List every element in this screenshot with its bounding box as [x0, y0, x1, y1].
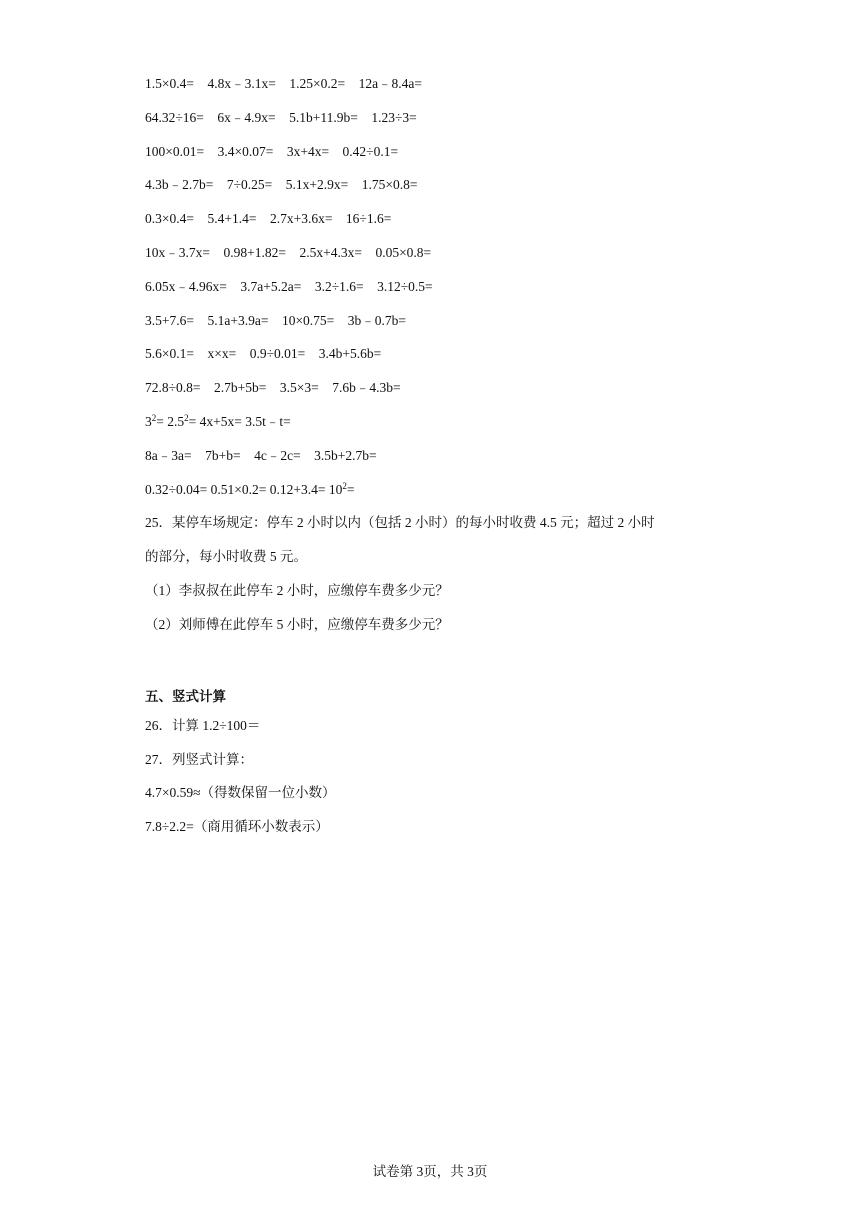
calc-row-3: 100×0.01= 3.4×0.07= 3x+4x= 0.42÷0.1= — [145, 144, 399, 159]
calc-row-13: $0.32\div 0.04= 0.51\times 0.2= 0.12+3.4= 10^2=$ — [145, 481, 355, 497]
page-footer: 试卷第 3页，共 3页 — [372, 1164, 488, 1179]
calc-row-12: 8a﹣3a= 7b+b= 4c﹣2c= 3.5b+2.7b= — [145, 448, 377, 463]
calc-row-7: 6.05x﹣4.96x= 3.7a+5.2a= 3.2÷1.6= 3.12÷0.5= — [145, 279, 433, 294]
calc-row-8: 3.5+7.6= 5.1a+3.9a= 10×0.75= 3b﹣0.7b= — [145, 313, 407, 328]
calc-row-2: 64.32÷16= 6x﹣4.9x= 5.1b+11.9b= 1.23÷3= — [145, 110, 417, 125]
section-heading: 五、竖式计算 — [145, 689, 226, 704]
question-25-line1: 25．某停车场规定：停车 2 小时以内（包括 2 小时）的每小时收费 4.5 元；超过 2 小时 — [145, 515, 655, 530]
question-27-item2: 7.8÷2.2=（商用循环小数表示） — [145, 819, 329, 834]
calc-row-11: $3^2= 2.5^2= 4x+5x=$ 3.5t﹣t= — [145, 413, 291, 429]
calc-row-6: 10x﹣3.7x= 0.98+1.82= 2.5x+4.3x= 0.05×0.8= — [145, 245, 432, 260]
calc-row-10: 72.8÷0.8= 2.7b+5b= 3.5×3= 7.6b﹣4.3b= — [145, 380, 401, 395]
question-27: 27．列竖式计算： — [145, 752, 253, 767]
question-26: 26．计算 1.2÷100＝ — [145, 718, 261, 733]
calc-row-5: 0.3×0.4= 5.4+1.4= 2.7x+3.6x= 16÷1.6= — [145, 211, 392, 226]
calc-row-1: 1.5×0.4= 4.8x﹣3.1x= 1.25×0.2= 12a﹣8.4a= — [145, 76, 423, 91]
question-25-sub1: （1）李叔叔在此停车 2 小时，应缴停车费多少元？ — [145, 583, 449, 598]
calc-row-4: 4.3b﹣2.7b= 7÷0.25= 5.1x+2.9x= 1.75×0.8= — [145, 177, 418, 192]
question-25-line2: 的部分，每小时收费 5 元。 — [145, 549, 307, 564]
question-27-item1: 4.7×0.59≈（得数保留一位小数） — [145, 785, 336, 800]
question-25-sub2: （2）刘师傅在此停车 5 小时，应缴停车费多少元？ — [145, 617, 449, 632]
calc-row-9: 5.6×0.1= x×x= 0.9÷0.01= 3.4b+5.6b= — [145, 346, 382, 361]
